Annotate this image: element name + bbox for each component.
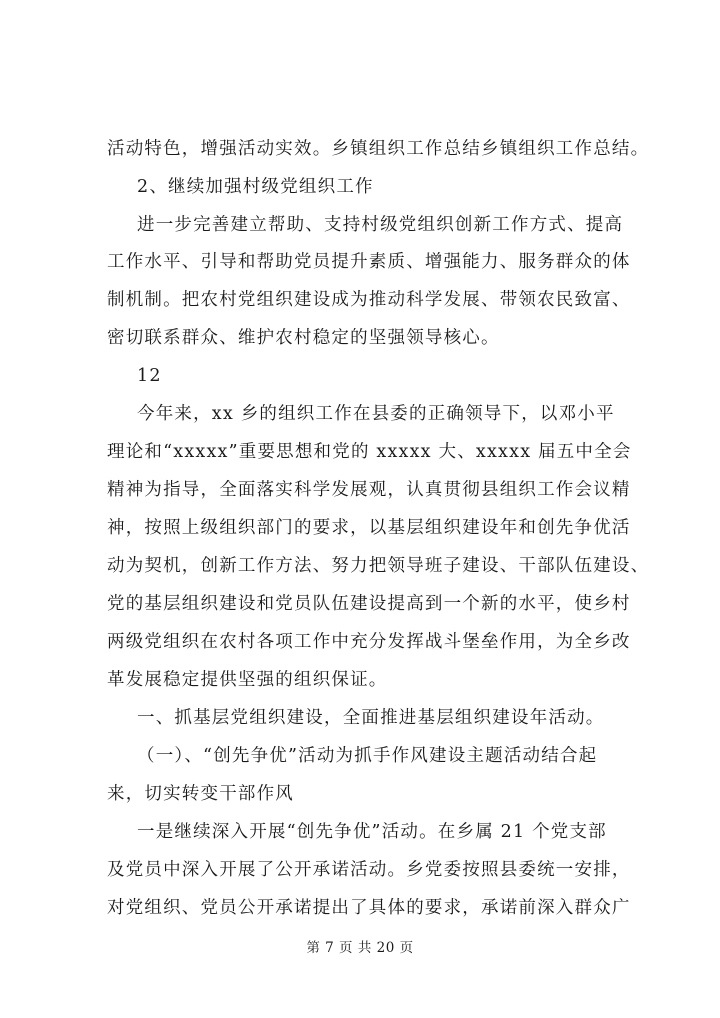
text-line: 活动特色，增强活动实效。乡镇组织工作总结乡镇组织工作总结。 [107, 139, 650, 159]
section-heading: 一、抓基层党组织建设，全面推进基层组织建设年活动。 [137, 708, 605, 728]
text-line: 动为契机，创新工作方法、努力把领导班子建设、干部队伍建设、 [107, 556, 650, 576]
text-line: 密切联系群众、维护农村稳定的坚强领导核心。 [107, 328, 500, 348]
text-line: 及党员中深入开展了公开承诺活动。乡党委按照县委统一安排， [107, 860, 631, 880]
text-line: 精神为指导，全面落实科学发展观，认真贯彻县组织工作会议精 [107, 480, 631, 500]
subsection-heading: （一）、“创先争优”活动为抓手作风建设主题活动结合起 [137, 746, 598, 766]
text-line: 党的基层组织建设和党员队伍建设提高到一个新的水平，使乡村 [107, 594, 631, 614]
text-line: 理论和“xxxxx”重要思想和党的 xxxxx 大、xxxxx 届五中全会 [107, 442, 632, 462]
subsection-heading: 来，切实转变干部作风 [107, 784, 294, 804]
text-line: 神，按照上级组织部门的要求，以基层组织建设年和创先争优活 [107, 518, 631, 538]
section-heading: 2、继续加强村级党组织工作 [137, 177, 374, 197]
text-line: 进一步完善建立帮助、支持村级党组织创新工作方式、提高 [137, 215, 624, 235]
page-number-footer: 第 7 页 共 20 页 [306, 940, 414, 956]
text-line: 12 [137, 366, 162, 386]
text-line: 革发展稳定提供坚强的组织保证。 [107, 670, 388, 690]
text-line: 对党组织、党员公开承诺提出了具体的要求，承诺前深入群众广 [107, 898, 631, 918]
text-line: 今年来，xx 乡的组织工作在县委的正确领导下，以邓小平 [137, 404, 615, 424]
text-line: 工作水平、引导和帮助党员提升素质、增强能力、服务群众的体 [107, 252, 631, 272]
text-line: 一是继续深入开展“创先争优”活动。在乡属 21 个党支部 [137, 822, 607, 842]
text-line: 制机制。把农村党组织建设成为推动科学发展、带领农民致富、 [107, 290, 631, 310]
text-line: 两级党组织在农村各项工作中充分发挥战斗堡垒作用，为全乡改 [107, 632, 631, 652]
